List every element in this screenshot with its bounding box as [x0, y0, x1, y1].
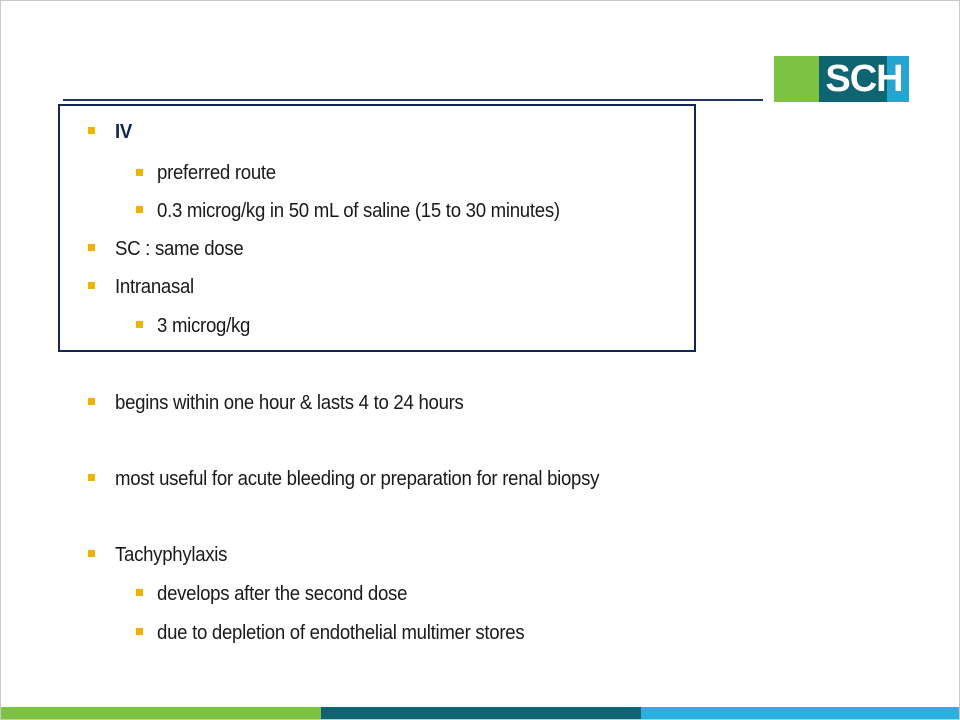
- logo-green-block: [774, 56, 819, 102]
- highlighted-box: [58, 104, 696, 352]
- bullet-sc: SC : same dose: [115, 238, 244, 260]
- bullet-icon: [136, 169, 143, 176]
- bullet-icon: [88, 474, 95, 481]
- sch-logo: [774, 56, 909, 102]
- bullet-tachyphylaxis: Tachyphylaxis: [115, 544, 228, 566]
- logo-text: SCH: [825, 58, 903, 100]
- bullet-icon: [88, 127, 95, 134]
- sub-bullet-preferred-route: preferred route: [157, 162, 276, 184]
- bullet-icon: [136, 628, 143, 635]
- bullet-onset: begins within one hour & lasts 4 to 24 hours: [115, 392, 464, 414]
- bullet-icon: [88, 398, 95, 405]
- bullet-usefulness: most useful for acute bleeding or preparation for renal biopsy: [115, 468, 600, 490]
- footer-blue-segment: [641, 707, 960, 720]
- header-rule: [63, 99, 763, 101]
- sub-bullet-dose: 0.3 microg/kg in 50 mL of saline (15 to 30 minutes): [157, 200, 560, 222]
- bullet-intranasal: Intranasal: [115, 276, 194, 298]
- sub-bullet-second-dose: develops after the second dose: [157, 583, 408, 605]
- bullet-icon: [88, 244, 95, 251]
- sub-bullet-depletion: due to depletion of endothelial multimer stores: [157, 622, 525, 644]
- sub-bullet-intranasal-dose: 3 microg/kg: [157, 315, 251, 337]
- bullet-icon: [136, 589, 143, 596]
- footer-color-bar: [1, 707, 960, 720]
- bullet-icon: [136, 321, 143, 328]
- footer-green-segment: [1, 707, 321, 720]
- footer-teal-segment: [321, 707, 641, 720]
- bullet-icon: [88, 550, 95, 557]
- bullet-icon: [136, 206, 143, 213]
- bullet-iv: IV: [115, 121, 133, 143]
- bullet-icon: [88, 282, 95, 289]
